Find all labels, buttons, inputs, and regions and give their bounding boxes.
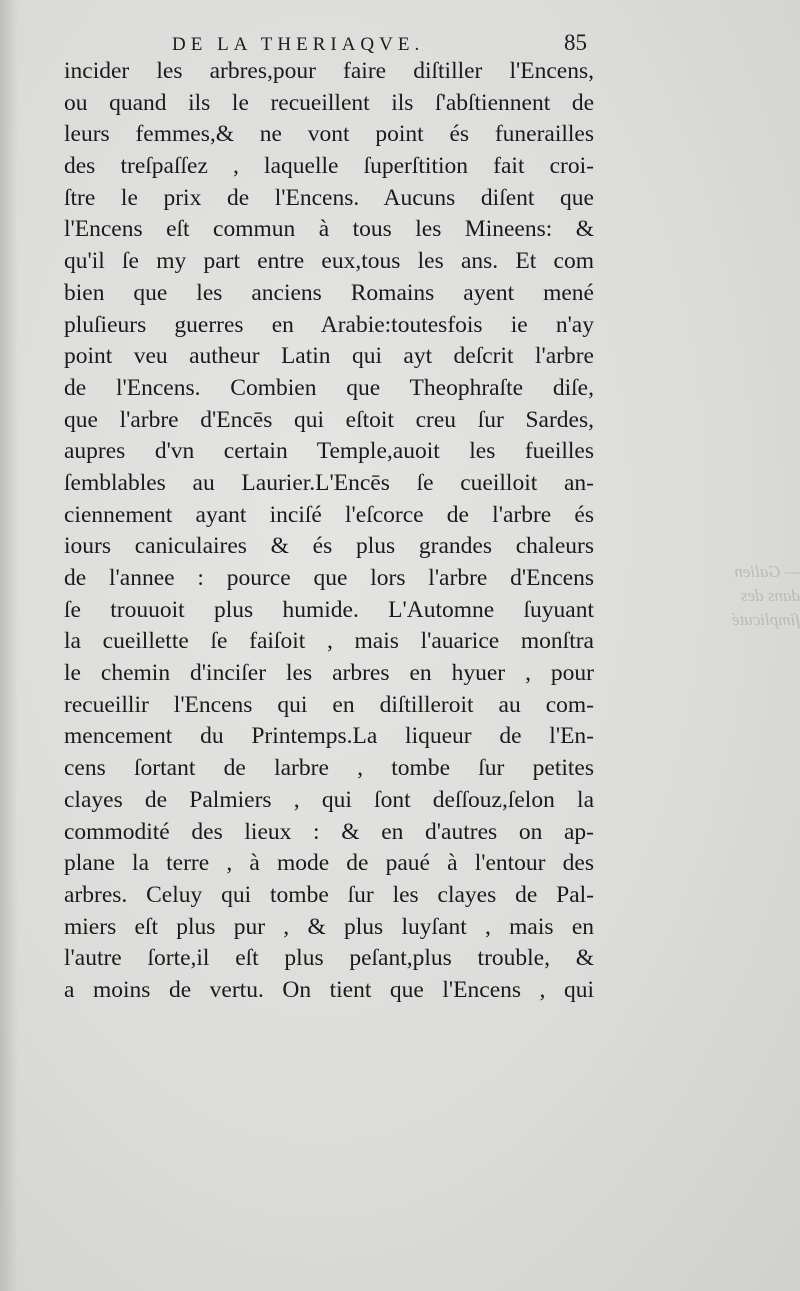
bleed-line: dans des: [740, 586, 800, 605]
text-line: ciennement ayant inciſé l'eſcorce de l'arbre és: [64, 501, 594, 528]
text-line: leurs femmes,& ne vont point és funerailles: [64, 121, 594, 148]
text-line: le chemin d'inciſer les arbres en hyuer , pour: [64, 660, 594, 687]
body-text: [64, 56, 594, 1007]
running-title: DE LA THERIAQVE.: [172, 34, 425, 55]
text-line: la cueillette ſe faiſoit , mais l'auarice monſtra: [64, 628, 594, 655]
text-line: l'autre ſorte,il eſt plus peſant,plus trouble, &: [64, 945, 594, 972]
text-line: de l'annee : pource que lors l'arbre d'Encens: [64, 565, 594, 591]
text-line: iours caniculaires & és plus grandes chaleurs: [64, 533, 594, 560]
text-line: mencement du Printemps.La liqueur de l'En-: [64, 723, 594, 750]
text-line: plane la terre , à mode de paué à l'entour des: [64, 850, 594, 877]
text-line: recueillir l'Encens qui en diſtilleroit au com-: [64, 691, 594, 718]
text-line: de l'Encens. Combien que Theophraſte diſe,: [64, 374, 594, 401]
text-line: incider les arbres,pour faire diſtiller l'Encens,: [64, 58, 594, 84]
text-line: commodité des lieux : & en d'autres on ap-: [64, 818, 594, 845]
gutter-shadow: [0, 0, 18, 1291]
text-line: l'Encens eſt commun à tous les Mineens: &: [64, 216, 594, 243]
bleed-line: ſimplicuté: [732, 610, 800, 629]
bleed-line: — Galien: [734, 562, 800, 581]
bleed-through-text: [700, 560, 800, 680]
text-line: bien que les anciens Romains ayent mené: [64, 279, 594, 306]
text-line: aupres d'vn certain Temple,auoit les fueilles: [64, 438, 594, 465]
text-line: miers eſt plus pur , & plus luyſant , mais en: [64, 913, 594, 940]
text-line: que l'arbre d'Encēs qui eſtoit creu ſur Sardes,: [64, 406, 594, 433]
text-line: a moins de vertu. On tient que l'Encens , qui: [64, 976, 594, 1003]
text-line: qu'il ſe my part entre eux,tous les ans. Et com: [64, 248, 594, 275]
text-line: ſe trouuoit plus humide. L'Automne ſuyuant: [64, 596, 594, 623]
text-line: arbres. Celuy qui tombe ſur les clayes de Pal-: [64, 881, 594, 908]
text-line: cens ſortant de larbre , tombe ſur petites: [64, 755, 594, 782]
text-line: des treſpaſſez , laquelle ſuperſtition fait croi-: [64, 153, 594, 180]
text-line: ou quand ils le recueillent ils ſ'abſtiennent de: [64, 89, 594, 116]
text-line: point veu autheur Latin qui ayt deſcrit l'arbre: [64, 343, 594, 370]
text-line: ſemblables au Laurier.L'Encēs ſe cueilloit an-: [64, 469, 594, 496]
text-line: ſtre le prix de l'Encens. Aucuns diſent que: [64, 184, 594, 211]
page-number: 85: [564, 30, 587, 55]
text-line: pluſieurs guerres en Arabie:toutesfois ie n'ay: [64, 311, 594, 338]
text-line: clayes de Palmiers , qui ſont deſſouz,ſelon la: [64, 786, 594, 813]
